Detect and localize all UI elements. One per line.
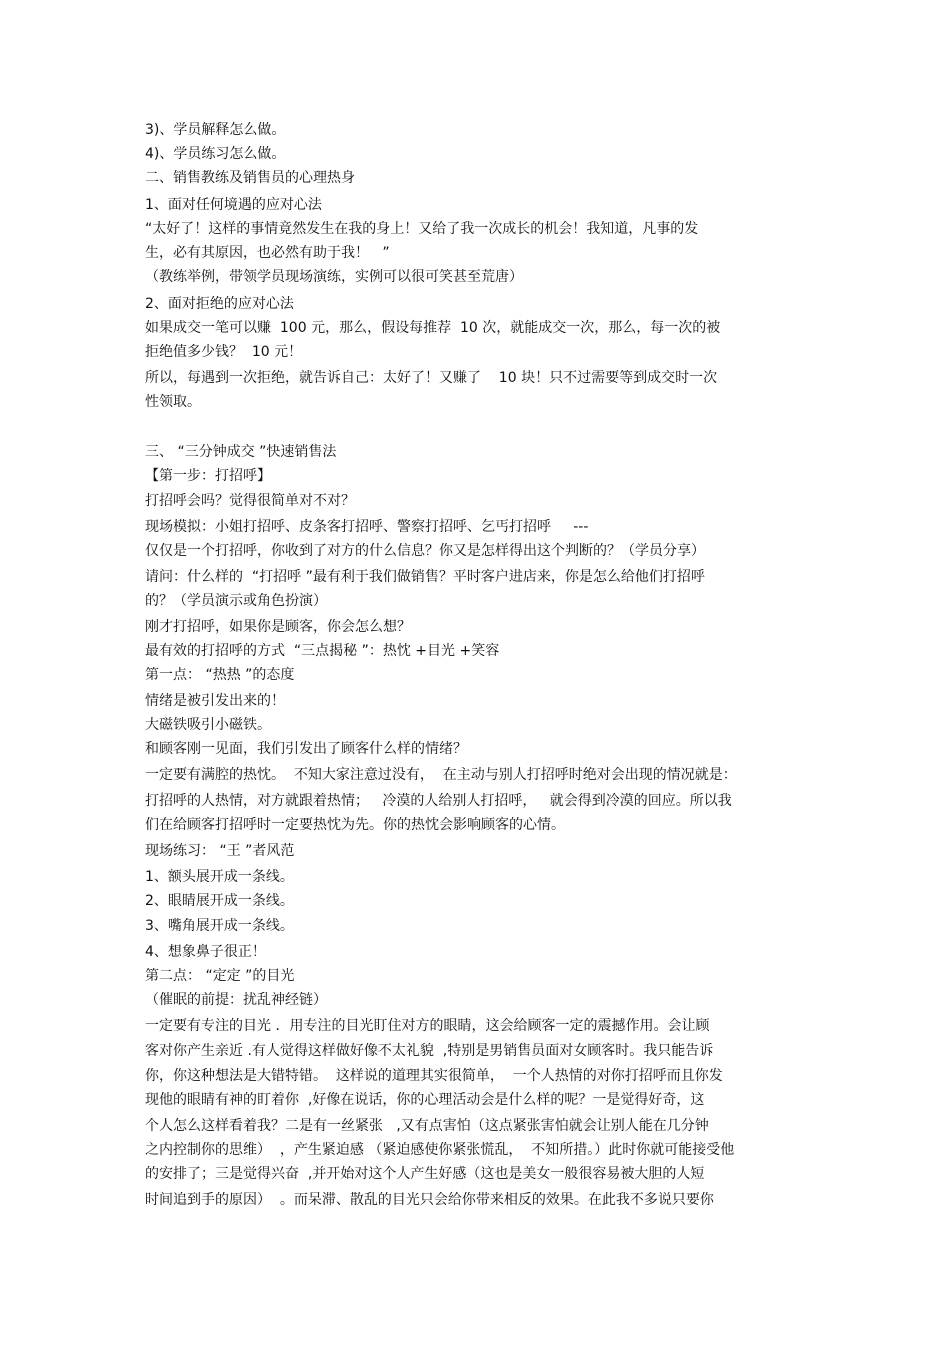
text-line: 请问：什么样的 “打招呼 ”最有利于我们做销售？平时客户进店来，你是怎么给他们打招呼 — [145, 569, 705, 585]
text-line: “太好了！这样的事情竟然发生在我的身上！又给了我一次成长的机会！我知道，凡事的发 — [145, 221, 699, 237]
text-line: （教练举例，带领学员现场演练，实例可以很可笑甚至荒唐） — [145, 269, 523, 285]
step-heading: 【第一步：打招呼】 — [145, 468, 271, 484]
text-line: 现场模拟：小姐打招呼、皮条客打招呼、警察打招呼、乞丐打招呼 --- — [145, 519, 589, 535]
text-line: 打招呼的人热情，对方就跟着热情； 冷漠的人给别人打招呼， 就会得到冷漠的回应。所以我 — [145, 793, 732, 809]
text-line: 一定要有满腔的热忱。 不知大家注意过没有， 在主动与别人打招呼时绝对会出现的情况就是： — [145, 767, 737, 783]
text-line: 一定要有专注的目光 ．用专注的目光盯住对方的眼睛，这会给顾客一定的震撼作用。会让顾 — [145, 1018, 710, 1034]
text-line: 第一点： “热热 ”的态度 — [145, 667, 295, 683]
text-line: 3)、学员解释怎么做。 — [145, 122, 286, 138]
section-heading: 二、销售教练及销售员的心理热身 — [145, 170, 355, 186]
text-line: 仅仅是一个打招呼，你收到了对方的什么信息？你又是怎样得出这个判断的？（学员分享） — [145, 543, 705, 559]
list-item: 3、嘴角展开成一条线。 — [145, 918, 294, 934]
text-line: 拒绝值多少钱？ 10 元！ — [145, 344, 303, 360]
text-line: 打招呼会吗？觉得很简单对不对？ — [145, 493, 355, 509]
text-line: 所以，每遇到一次拒绝，就告诉自己：太好了！又赚了 10 块！只不过需要等到成交时一次 — [145, 370, 718, 386]
text-line: 如果成交一笔可以赚 100 元，那么，假设每推荐 10 次，就能成交一次，那么，每一次的被 — [145, 320, 721, 336]
text-line: 性领取。 — [145, 394, 201, 410]
list-item: 4、想象鼻子很正！ — [145, 944, 266, 960]
list-item: 1、额头展开成一条线。 — [145, 869, 294, 885]
text-line: 客对你产生亲近 .有人觉得这样做好像不太礼貌 ,特别是男销售员面对女顾客时。我只能告诉 — [145, 1043, 714, 1059]
text-line: 最有效的打招呼的方式 “三点揭秘 ”：热忱 +目光 +笑容 — [145, 643, 500, 659]
list-item: 2、眼睛展开成一条线。 — [145, 893, 294, 909]
text-line: 4)、学员练习怎么做。 — [145, 146, 286, 162]
text-line: 现场练习： “王 ”者风范 — [145, 843, 295, 859]
text-line: （催眠的前提：扰乱神经链） — [145, 992, 327, 1008]
text-line: 大磁铁吸引小磁铁。 — [145, 717, 271, 733]
text-line: 之内控制你的思维） ，产生紧迫感 （紧迫感使你紧张慌乱， 不知所措。）此时你就可能接受他 — [145, 1142, 735, 1158]
text-line: 现他的眼睛有神的盯着你 ,好像在说话，你的心理活动会是什么样的呢？一是觉得好奇，这 — [145, 1092, 705, 1108]
text-line: 的？（学员演示或角色扮演） — [145, 593, 327, 609]
subsection-heading: 1、面对任何境遇的应对心法 — [145, 197, 322, 213]
section-heading: 三、 “三分钟成交 ”快速销售法 — [145, 444, 337, 460]
text-line: 刚才打招呼，如果你是顾客，你会怎么想？ — [145, 619, 411, 635]
text-line: 情绪是被引发出来的！ — [145, 693, 285, 709]
text-line: 和顾客刚一见面，我们引发出了顾客什么样的情绪？ — [145, 741, 467, 757]
text-line: 第二点： “定定 ”的目光 — [145, 968, 295, 984]
text-line: 你，你这种想法是大错特错。 这样说的道理其实很简单， 一个人热情的对你打招呼而且你发 — [145, 1068, 723, 1084]
text-line: 生，必有其原因，也必然有助于我！ ” — [145, 245, 390, 261]
subsection-heading: 2、面对拒绝的应对心法 — [145, 296, 294, 312]
text-line: 时间追到手的原因） 。而呆滞、散乱的目光只会给你带来相反的效果。在此我不多说只要你 — [145, 1192, 714, 1208]
text-line: 们在给顾客打招呼时一定要热忱为先。你的热忱会影响顾客的心情。 — [145, 817, 565, 833]
text-line: 的安排了；三是觉得兴奋 ,并开始对这个人产生好感（这也是美女一般很容易被大胆的人短 — [145, 1166, 705, 1182]
text-line: 个人怎么这样看着我？二是有一丝紧张 ,又有点害怕（这点紧张害怕就会让别人能在几分钟 — [145, 1118, 709, 1134]
